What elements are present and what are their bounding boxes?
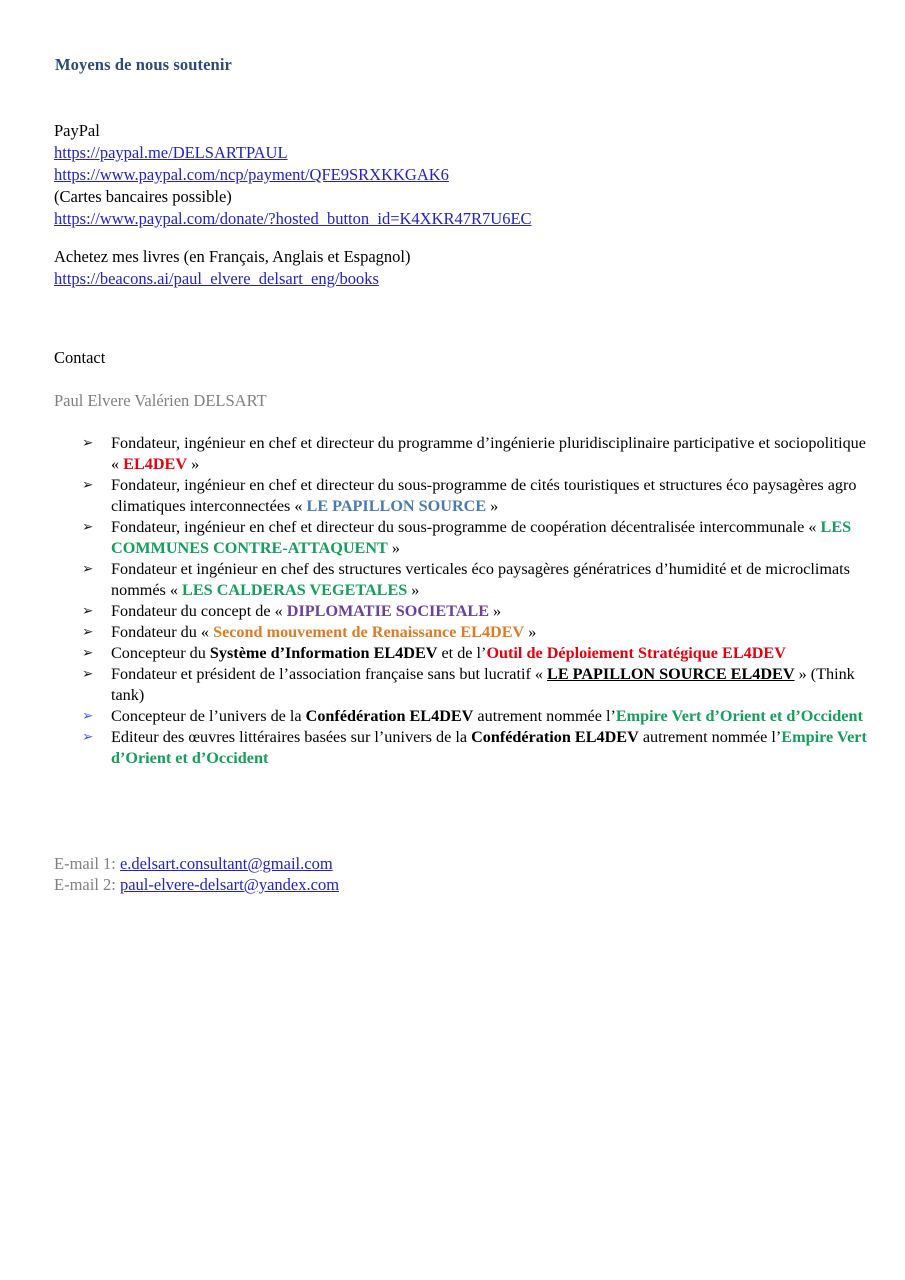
- text-run: Fondateur du «: [111, 623, 214, 641]
- contact-person-name: Paul Elvere Valérien DELSART: [54, 391, 267, 410]
- beacons-books-link[interactable]: https://beacons.ai/paul_elvere_delsart_eng/books: [54, 269, 379, 288]
- list-item-text: [111, 559, 872, 601]
- text-run: Fondateur et président de l’association française sans but lucratif «: [111, 665, 548, 683]
- list-item: [82, 601, 872, 622]
- list-item: [82, 727, 872, 769]
- email-row: [54, 874, 339, 895]
- list-item-text: [111, 664, 872, 706]
- list-item: [82, 664, 872, 706]
- list-item-text: [111, 706, 872, 727]
- arrow-bullet-icon: ➢: [82, 519, 94, 535]
- cards-note: (Cartes bancaires possible): [54, 187, 232, 206]
- arrow-bullet-icon: ➢: [82, 666, 94, 682]
- arrow-bullet-icon: ➢: [82, 708, 94, 724]
- text-run: Concepteur du: [111, 644, 210, 662]
- text-run: Confédération EL4DEV: [305, 707, 474, 725]
- arrow-bullet-icon: ➢: [82, 624, 94, 640]
- text-run: LES COMMUNES CONTRE-ATTAQUENT: [111, 518, 852, 557]
- paypal-donate-link[interactable]: https://www.paypal.com/donate/?hosted_button_id=K4XKR47R7U6EC: [54, 209, 532, 228]
- list-item: [82, 706, 872, 727]
- list-item-text: [111, 622, 872, 643]
- text-run: Fondateur, ingénieur en chef et directeur du programme d’ingénierie pluridisciplinaire participative et sociopolitique «: [111, 434, 866, 473]
- text-run: Fondateur, ingénieur en chef et directeur du sous-programme de coopération décentralisée intercommunale «: [111, 518, 821, 536]
- text-run: »: [407, 581, 420, 599]
- text-run: LE PAPILLON SOURCE: [306, 497, 487, 515]
- text-run: autrement nommée l’: [638, 728, 782, 746]
- arrow-bullet-icon: ➢: [82, 435, 94, 451]
- list-item-text: [111, 727, 872, 769]
- text-run: » (Think tank): [111, 665, 855, 704]
- list-item: [82, 517, 872, 559]
- list-item-text: [111, 517, 872, 559]
- contact-heading: Contact: [54, 348, 106, 367]
- arrow-bullet-icon: ➢: [82, 645, 94, 661]
- paypal-link-2-row: [54, 164, 532, 186]
- paypal-label: PayPal: [54, 121, 100, 140]
- list-item: [82, 643, 872, 664]
- list-item-text: [111, 433, 872, 475]
- text-run: Second mouvement de Renaissance EL4DEV: [213, 623, 525, 641]
- contact-roles-list: [82, 433, 872, 769]
- text-run: »: [524, 623, 537, 641]
- text-run: »: [387, 539, 400, 557]
- email-list: [54, 853, 339, 895]
- text-run: Système d’Information EL4DEV: [209, 644, 438, 662]
- paypal-me-link[interactable]: https://paypal.me/DELSARTPAUL: [54, 143, 288, 162]
- paypal-link-1-row: [54, 142, 532, 164]
- email-row: [54, 853, 339, 874]
- text-run: Outil de Déploiement Stratégique EL4DEV: [486, 644, 786, 662]
- page-title: Moyens de nous soutenir: [55, 55, 232, 74]
- list-item-text: [111, 643, 872, 664]
- text-run: DIPLOMATIE SOCIETALE: [286, 602, 489, 620]
- text-run: Fondateur, ingénieur en chef et directeur du sous-programme de cités touristiques et structures éco paysagères agro climatiques interconnectées «: [111, 476, 857, 515]
- paypal-ncp-payment-link[interactable]: https://www.paypal.com/ncp/payment/QFE9SRXKKGAK6: [54, 165, 449, 184]
- text-run: Fondateur du concept de «: [111, 602, 287, 620]
- email-link[interactable]: e.delsart.consultant@gmail.com: [119, 854, 333, 873]
- list-item-text: [111, 601, 872, 622]
- arrow-bullet-icon: ➢: [82, 561, 94, 577]
- list-item: [82, 475, 872, 517]
- email-label: E-mail 2:: [54, 875, 120, 894]
- text-run: »: [187, 455, 200, 473]
- arrow-bullet-icon: ➢: [82, 603, 94, 619]
- support-books-block: [54, 246, 410, 290]
- text-run: LE PAPILLON SOURCE EL4DEV: [547, 665, 795, 683]
- arrow-bullet-icon: ➢: [82, 729, 94, 745]
- text-run: Concepteur de l’univers de la: [111, 707, 306, 725]
- list-item: [82, 433, 872, 475]
- text-run: »: [489, 602, 502, 620]
- list-item: [82, 559, 872, 601]
- email-label: E-mail 1:: [54, 854, 120, 873]
- list-item: [82, 622, 872, 643]
- text-run: autrement nommée l’: [473, 707, 616, 725]
- list-item-text: [111, 475, 872, 517]
- text-run: Editeur des œuvres littéraires basées sur l’univers de la: [111, 728, 472, 746]
- text-run: »: [486, 497, 499, 515]
- email-link[interactable]: paul-elvere-delsart@yandex.com: [119, 875, 340, 894]
- text-run: Confédération EL4DEV: [471, 728, 639, 746]
- support-paypal-block: [54, 120, 532, 230]
- paypal-donate-row: [54, 208, 532, 230]
- books-label: Achetez mes livres (en Français, Anglais et Espagnol): [54, 247, 411, 266]
- text-run: Empire Vert d’Orient et d’Occident: [111, 728, 867, 767]
- text-run: Fondateur et ingénieur en chef des structures verticales éco paysagères génératrices d’humidité et de microclimats nommés «: [111, 560, 850, 599]
- text-run: Empire Vert d’Orient et d’Occident: [615, 707, 863, 725]
- arrow-bullet-icon: ➢: [82, 477, 94, 493]
- books-link-row: [54, 268, 410, 290]
- text-run: LES CALDERAS VEGETALES: [182, 581, 408, 599]
- text-run: EL4DEV: [123, 455, 188, 473]
- text-run: et de l’: [437, 644, 487, 662]
